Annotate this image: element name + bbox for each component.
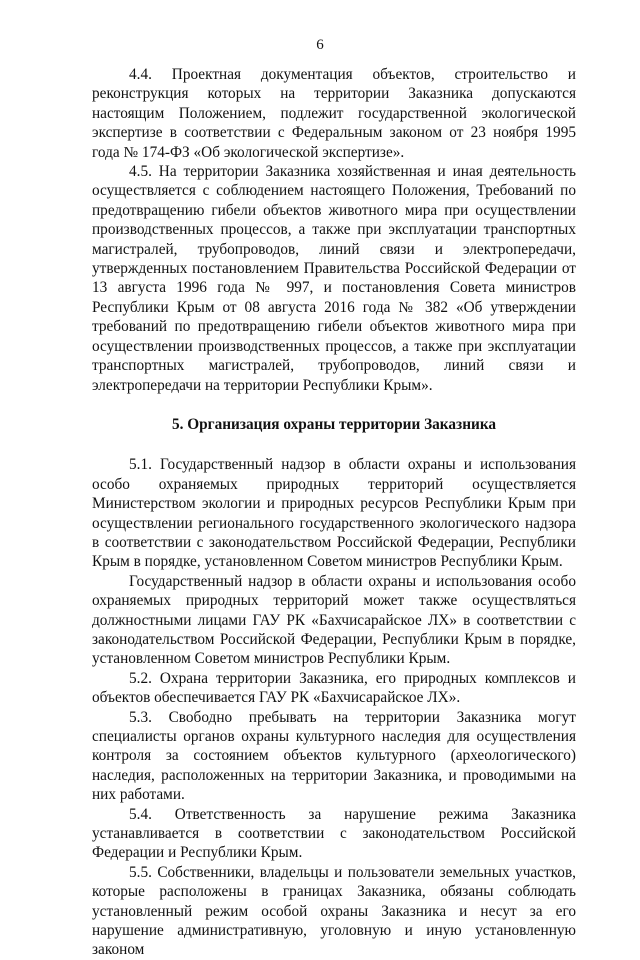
- paragraph-5-4: 5.4. Ответственность за нарушение режима Заказника устанавливается в соответствии с законодательством Российской Федерации и Республики Крым.: [92, 805, 576, 862]
- paragraph-5-3: 5.3. Свободно пребывать на территории Заказника могут специалисты органов охраны культурного наследия для осуществления контроля за состоянием объектов культурного (археологического) наследия, расположенных на территории Заказника, и проводимыми на них работами.: [92, 708, 576, 804]
- paragraph-5-1: 5.1. Государственный надзор в области охраны и использования особо охраняемых природных территорий осуществляется Министерством экологии и природных ресурсов Республики Крым при осуществлении регионального государственного экологического надзора в соответствии с законодательством Российской Федерации, Республики Крым в порядке, установленном Советом министров Республики Крым.: [92, 456, 576, 571]
- page-number: 6: [316, 37, 324, 53]
- document-body: [92, 65, 576, 960]
- paragraph-4-5: 4.5. На территории Заказника хозяйственная и иная деятельность осуществляется с соблюдением настоящего Положения, Требований по предотвращению гибели объектов животного мира при осуществлении производственных процессов, а также при эксплуатации транспортных магистралей, трубопроводов, линий связи и электропередачи, утвержденных постановлением Правительства Российской Федерации от 13 августа 1996 года № 997, и постановления Совета министров Республики Крым от 08 августа 2016 года № 382 «Об утверждении требований по предотвращению гибели объектов животного мира при осуществлении производственных процессов, а также при эксплуатации транспортных магистралей, трубопроводов, линий связи и электропередачи на территории Республики Крым».: [92, 163, 576, 394]
- paragraph-4-4: 4.4. Проектная документация объектов, строительство и реконструкция которых на территории Заказника допускаются настоящим Положением, подлежит государственной экологической экспертизе в соответствии с Федеральным законом от 23 ноября 1995 года № 174-ФЗ «Об экологической экспертизе».: [92, 66, 576, 161]
- section-heading: 5. Организация охраны территории Заказника: [171, 415, 497, 433]
- paragraph-5-5: 5.5. Собственники, владельцы и пользователи земельных участков, которые расположены в границах Заказника, обязаны соблюдать установленный режим особой охраны Заказника и несут за его нарушение административную, уголовную и иную установленную законом: [92, 863, 576, 959]
- paragraph-5-2: 5.2. Охрана территории Заказника, его природных комплексов и объектов обеспечивается ГАУ РК «Бахчисарайское ЛХ».: [92, 669, 576, 707]
- paragraph-5-1-continued: Государственный надзор в области охраны и использования особо охраняемых природных территорий может также осуществляться должностными лицами ГАУ РК «Бахчисарайское ЛХ» в соответствии с законодательством Российской Федерации, Республики Крым в порядке, установленном Советом министров Республики Крым.: [92, 572, 576, 668]
